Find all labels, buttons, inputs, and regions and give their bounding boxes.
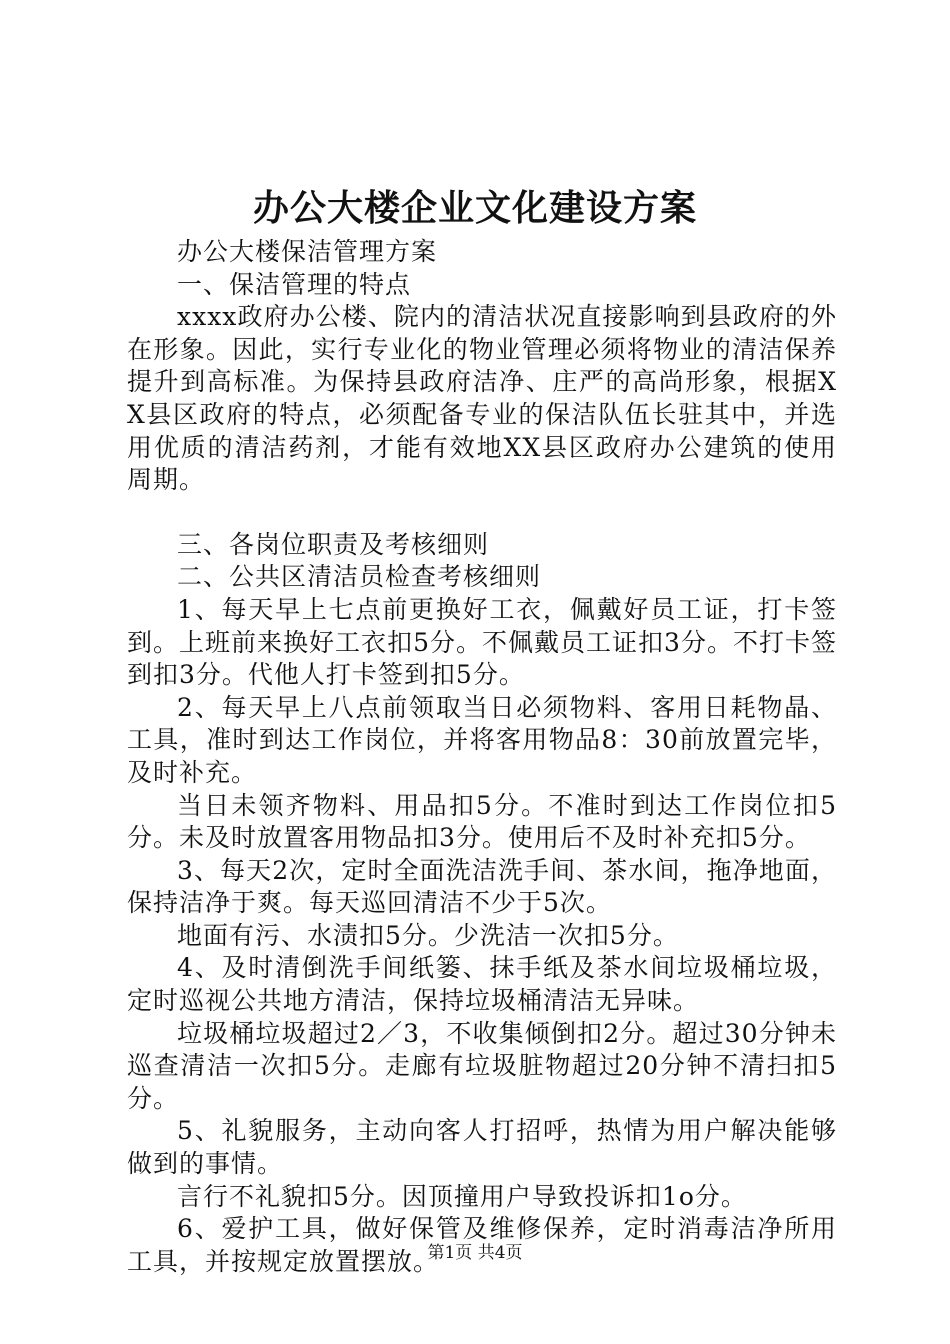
paragraph-rule: 4、及时清倒洗手间纸篓、抹手纸及茶水间垃圾桶垃圾，定时巡视公共地方清洁，保持垃圾桶清洁无异味。 [127, 953, 837, 1016]
paragraph-rule: 2、每天早上八点前领取当日必须物料、客用日耗物晶、工具，准时到达工作岗位，并将客用物品8：30前放置完毕，及时补充。 [127, 692, 837, 787]
paragraph-penalty: 地面有污、水渍扣5分。少洗洁一次扣5分。 [177, 920, 679, 950]
paragraph-penalty: 言行不礼貌扣5分。因顶撞用户导致投诉扣1o分。 [177, 1181, 747, 1211]
paragraph-section-heading: 一、保洁管理的特点 [177, 269, 412, 299]
paragraph-rule: 6、爱护工具，做好保管及维修保养，定时消毒洁净所用工具，并按规定放置摆放。 [127, 1214, 837, 1276]
paragraph-section-heading: 三、各岗位职责及考核细则 [177, 529, 490, 559]
paragraph-rule: 5、礼貌服务，主动向客人打招呼，热情为用户解决能够做到的事情。 [127, 1116, 837, 1179]
paragraph-penalty: 垃圾桶垃圾超过2／3，不收集倾倒扣2分。超过30分钟未巡查清洁一次扣5分。走廊有垃圾脏物超过20分钟不清扫扣5分。 [127, 1018, 837, 1113]
paragraph-rule: 3、每天2次，定时全面洗洁洗手间、茶水间，拖净地面，保持洁净于爽。每天巡回清洁不少于5次。 [127, 855, 837, 918]
paragraph-intro: xxxx政府办公楼、院内的清洁状况直接影响到县政府的外在形象。因此，实行专业化的物业管理必须将物业的清洁保养提升到高标准。为保持县政府洁净、庄严的高尚形象，根据XX县区政府的特点，必须配备专业的保洁队伍长驻其中，并选用优质的清洁药剂，才能有效地XX县区政府办公建筑的使用周期。 [127, 302, 837, 495]
page-footer: 第1页 共4页 [427, 1243, 523, 1263]
paragraph-section-heading: 二、公共区清洁员检查考核细则 [177, 562, 542, 592]
paragraph-subtitle: 办公大楼保洁管理方案 [177, 237, 438, 266]
paragraph-rule: 1、每天早上七点前更换好工衣，佩戴好员工证，打卡签到。上班前来换好工衣扣5分。不佩戴员工证扣3分。不打卡签到扣3分。代他人打卡签到扣5分。 [127, 594, 837, 690]
document-body [127, 236, 837, 1278]
paragraph-penalty: 当日未领齐物料、用品扣5分。不准时到达工作岗位扣5分。未及时放置客用物品扣3分。使用后不及时补充扣5分。 [127, 790, 837, 853]
document-title: 办公大楼企业文化建设方案 [252, 187, 697, 229]
